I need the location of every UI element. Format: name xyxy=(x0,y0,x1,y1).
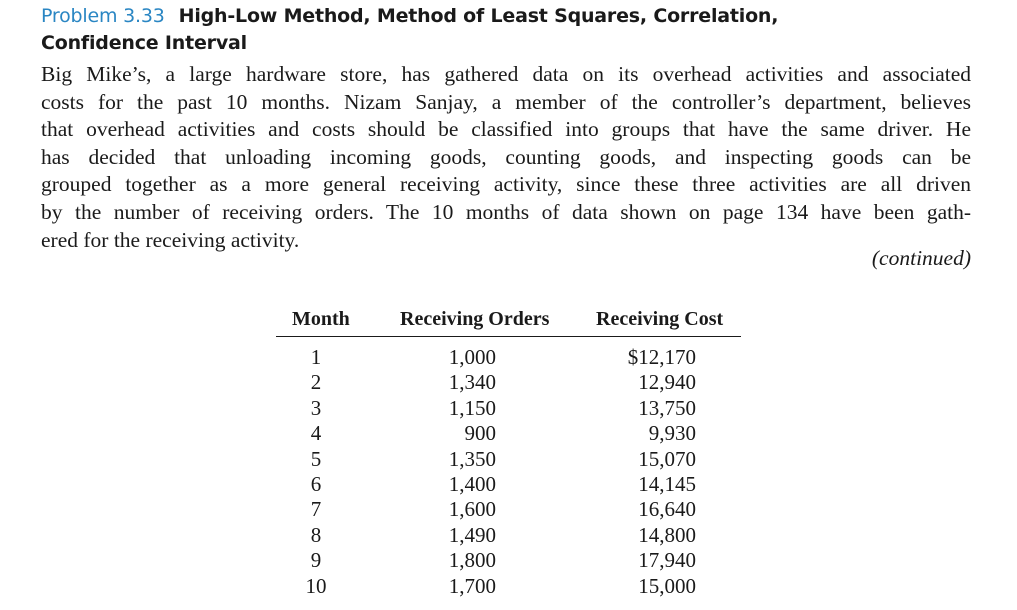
paragraph-line: ered for the receiving activity. xyxy=(41,227,300,252)
paragraph-line: has decided that unloading incoming goods, counting goods, and inspecting goods can be xyxy=(41,144,971,169)
table-row xyxy=(276,345,741,370)
receiving-data-table xyxy=(276,306,741,599)
cell-orders: 1,800 xyxy=(448,548,496,573)
cell-orders: 1,150 xyxy=(448,395,496,420)
paragraph-line: costs for the past 10 months. Nizam Sanjay, a member of the controller’s department, believes xyxy=(41,89,971,114)
paragraph-line: that overhead activities and costs should be classified into groups that have the same driver. He xyxy=(41,117,971,142)
cell-month: 8 xyxy=(310,522,322,547)
table-row xyxy=(276,497,741,522)
cell-orders: 1,490 xyxy=(448,522,496,547)
cell-cost: 15,070 xyxy=(638,446,696,471)
cell-orders: 1,400 xyxy=(448,471,496,496)
paragraph-line: by the number of receiving orders. The 10 months of data shown on page 134 have been gath- xyxy=(41,199,971,224)
heading-line-1 xyxy=(41,3,981,30)
cell-cost: 17,940 xyxy=(638,548,696,573)
problem-title-part-1: High-Low Method, Method of Least Squares, Correlation, xyxy=(178,5,779,27)
cell-orders: 1,350 xyxy=(448,446,496,471)
problem-paragraph xyxy=(41,61,971,254)
paragraph-line: grouped together as a more general receiving activity, since these three activities are all driven xyxy=(41,172,971,197)
table-row xyxy=(276,421,741,446)
cell-month: 4 xyxy=(310,421,322,446)
problem-title-part-2: Confidence Interval xyxy=(41,32,247,54)
cell-orders: 900 xyxy=(464,421,496,446)
table-row xyxy=(276,396,741,421)
cell-month: 2 xyxy=(310,370,322,395)
table-row xyxy=(276,447,741,472)
problem-number: Problem 3.33 xyxy=(41,5,165,27)
continued-label: (continued) xyxy=(871,246,971,270)
paragraph-line: Big Mike’s, a large hardware store, has gathered data on its overhead activities and associated xyxy=(41,62,971,86)
cell-cost: 15,000 xyxy=(638,573,696,598)
cell-cost: $12,170 xyxy=(627,345,696,369)
table-row xyxy=(276,523,741,548)
cell-month: 6 xyxy=(310,471,322,496)
cell-cost: 13,750 xyxy=(638,395,696,420)
cell-month: 5 xyxy=(310,446,322,471)
cell-orders: 1,340 xyxy=(448,370,496,395)
cell-cost: 12,940 xyxy=(638,370,696,395)
cell-cost: 14,145 xyxy=(638,471,696,496)
cell-month: 7 xyxy=(310,497,322,522)
header-receiving-cost: Receiving Cost xyxy=(596,308,724,330)
cell-month: 9 xyxy=(310,548,322,573)
cell-orders: 1,700 xyxy=(448,573,496,598)
cell-cost: 14,800 xyxy=(638,522,696,547)
problem-heading xyxy=(41,3,981,57)
header-month: Month xyxy=(292,308,350,330)
cell-month: 10 xyxy=(305,573,327,598)
table-row xyxy=(276,548,741,573)
cell-month: 1 xyxy=(310,345,322,369)
cell-orders: 1,000 xyxy=(448,345,496,369)
cell-cost: 16,640 xyxy=(638,497,696,522)
cell-month: 3 xyxy=(310,395,322,420)
table-header-row xyxy=(276,306,741,337)
table-row xyxy=(276,574,741,599)
table-row xyxy=(276,472,741,497)
header-receiving-orders: Receiving Orders xyxy=(400,308,550,330)
table-body xyxy=(276,337,741,599)
cell-cost: 9,930 xyxy=(648,421,696,446)
table-row xyxy=(276,370,741,395)
cell-orders: 1,600 xyxy=(448,497,496,522)
